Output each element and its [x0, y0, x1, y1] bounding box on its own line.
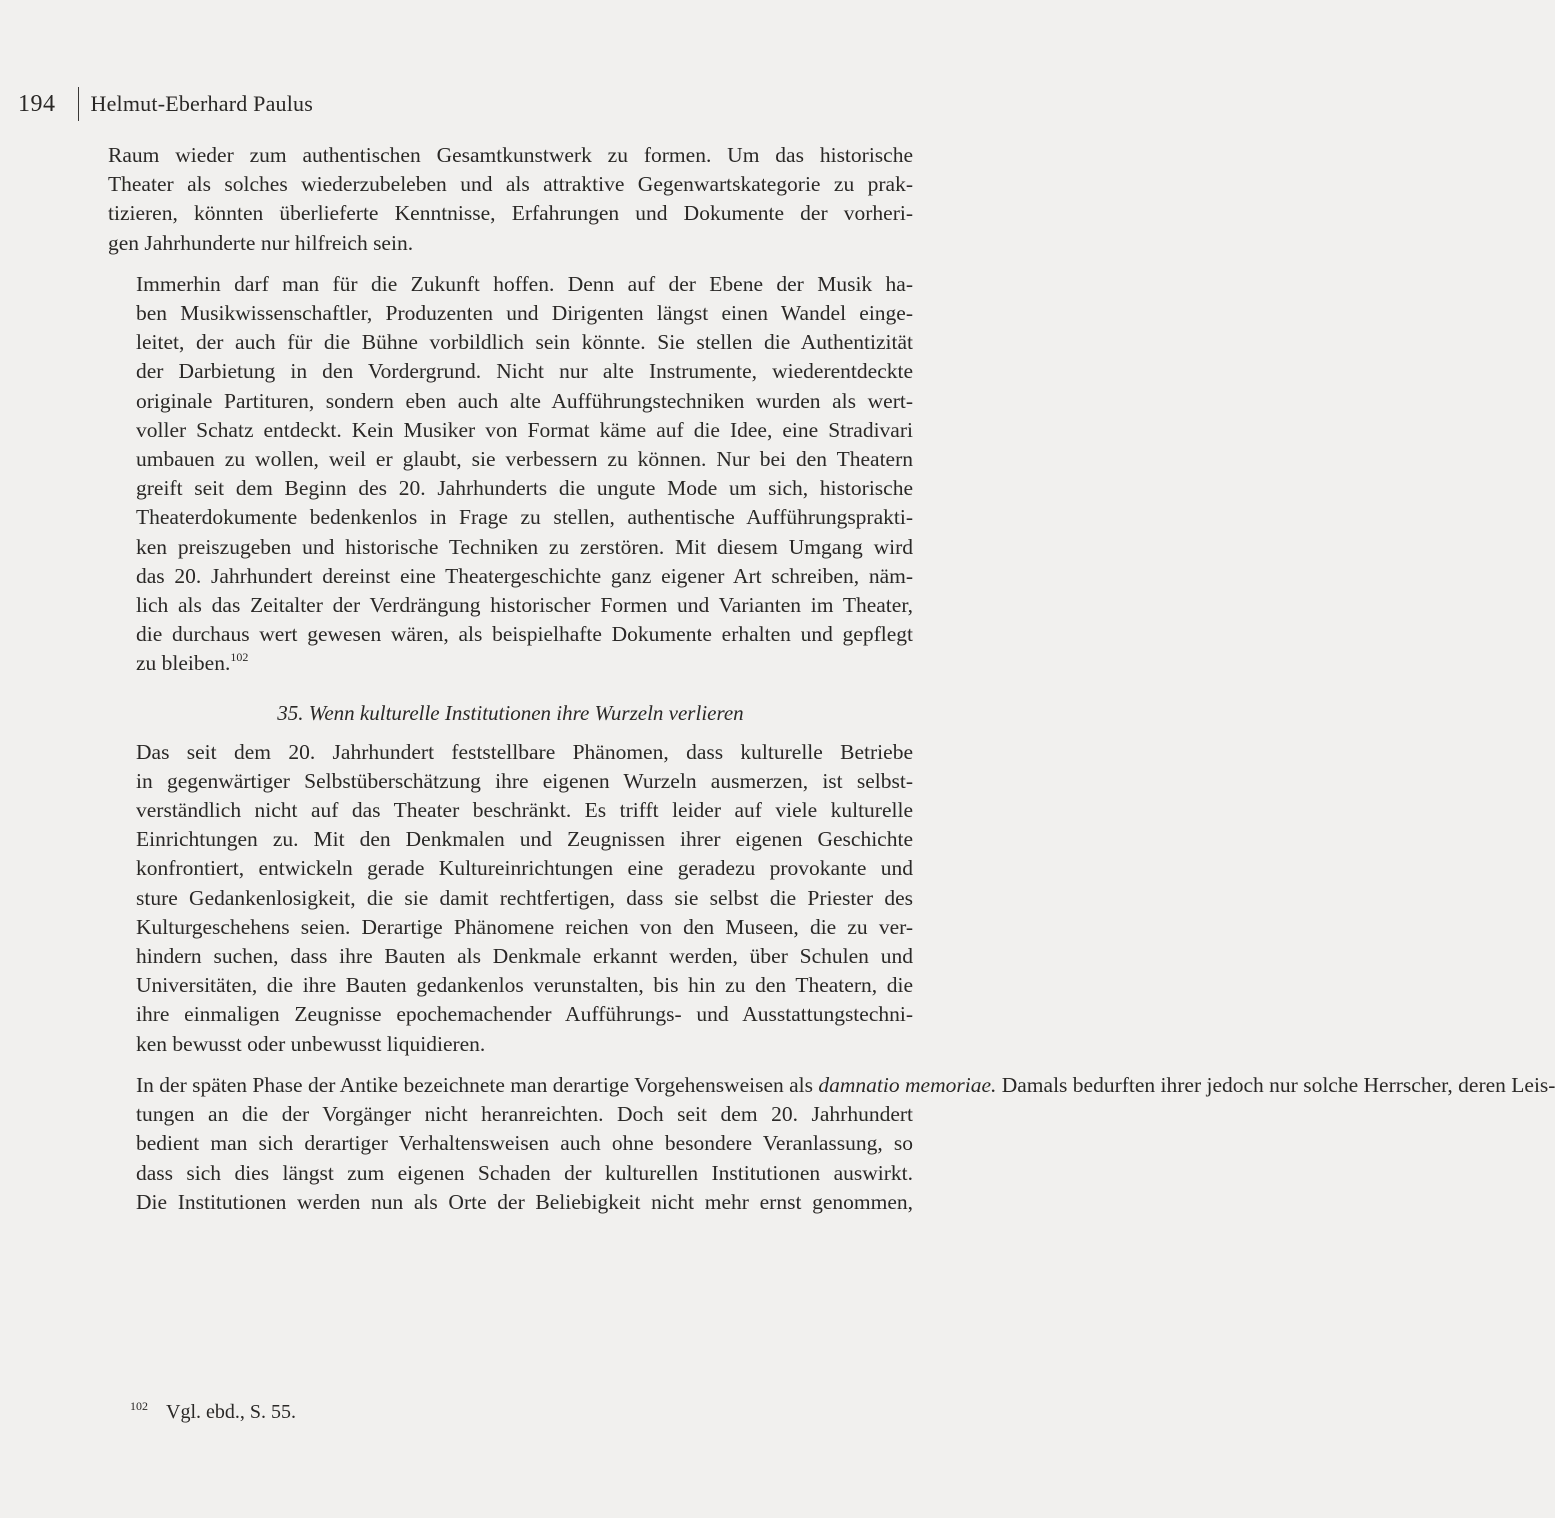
- text-line: originale Partituren, sondern eben auch alte Aufführungstechniken wurden als wert-: [136, 388, 913, 413]
- text-line-end: Damals bedurften ihrer jedoch nur solche Herrscher, deren Leis-: [996, 1072, 1555, 1097]
- text-line: tizieren, könnten überlieferte Kenntnisse, Erfahrungen und Dokumente der vorheri-: [108, 201, 913, 226]
- header-divider: [78, 87, 79, 121]
- text-line: Einrichtungen zu. Mit den Denkmalen und Zeugnissen ihrer eigenen Geschichte: [136, 827, 913, 852]
- text-line: Immerhin darf man für die Zukunft hoffen. Denn auf der Ebene der Musik ha-: [136, 271, 913, 296]
- text-line: Raum wieder zum authentischen Gesamtkunstwerk zu formen. Um das historische: [108, 143, 913, 167]
- footnote: [130, 1392, 296, 1426]
- text-line: Die Institutionen werden nun als Orte der Beliebigkeit nicht mehr ernst genommen,: [136, 1189, 913, 1214]
- text-line: [108, 649, 913, 678]
- text-line: ben Musikwissenschaftler, Produzenten und Dirigenten längst einen Wandel einge-: [136, 301, 913, 326]
- footnote-ref[interactable]: 102: [230, 650, 249, 665]
- text-line: verständlich nicht auf das Theater beschränkt. Es trifft leider auf viele kulturelle: [136, 798, 913, 823]
- text-line: voller Schatz entdeckt. Kein Musiker von Format käme auf die Idee, eine Stradivari: [136, 417, 913, 442]
- text-line: dass sich dies längst zum eigenen Schaden der kulturellen Institutionen auswirkt.: [136, 1160, 913, 1185]
- text-line: hindern suchen, dass ihre Bauten als Denkmale erkannt werden, über Schulen und: [136, 944, 913, 969]
- text-line: der Darbietung in den Vordergrund. Nicht nur alte Instrumente, wiederentdeckte: [136, 359, 913, 384]
- text-line: in gegenwärtiger Selbstüberschätzung ihre eigenen Wurzeln ausmerzen, ist selbst-: [136, 768, 913, 793]
- text-line: greift seit dem Beginn des 20. Jahrhunderts die ungute Mode um sich, historische: [136, 476, 913, 501]
- section-heading: 35. Wenn kulturelle Institutionen ihre Wurzeln verlieren: [277, 700, 744, 725]
- text-line: bedient man sich derartiger Verhaltensweisen auch ohne besondere Veranlassung, so: [136, 1131, 913, 1156]
- text-line-content: zu bleiben.: [136, 651, 231, 676]
- page-number: 194: [18, 91, 56, 117]
- text-line: die durchaus wert gewesen wären, als beispielhafte Dokumente erhalten und gepflegt: [136, 622, 913, 647]
- text-line: Das seit dem 20. Jahrhundert feststellbare Phänomen, dass kulturelle Betriebe: [136, 739, 913, 764]
- paragraph-3: [108, 738, 913, 1059]
- text-line: leitet, der auch für die Bühne vorbildlich sein könnte. Sie stellen die Authentizität: [136, 330, 913, 355]
- text-line: sture Gedankenlosigkeit, die sie damit rechtfertigen, dass sie selbst die Priester des: [136, 885, 913, 910]
- running-head: [18, 84, 313, 124]
- text-line: lich als das Zeitalter der Verdrängung historischer Formen und Varianten im Theater,: [136, 593, 913, 618]
- text-line: tungen an die der Vorgänger nicht heranreichten. Doch seit dem 20. Jahrhundert: [136, 1102, 913, 1127]
- paragraph-1: [108, 141, 913, 258]
- text-line: ken bewusst oder unbewusst liquidieren.: [136, 1031, 486, 1056]
- text-line: ihre einmaligen Zeugnisse epochemachender Aufführungs- und Ausstattungstechni-: [136, 1002, 913, 1027]
- text-line: das 20. Jahrhundert dereinst eine Theatergeschichte ganz eigener Art schreiben, näm-: [136, 563, 913, 588]
- text-line: [108, 1071, 1555, 1100]
- text-line: Kulturgeschehens seien. Derartige Phänomene reichen von den Museen, die zu ver-: [136, 914, 913, 939]
- text-line: gen Jahrhunderte nur hilfreich sein.: [108, 230, 414, 255]
- text-line-start: In der späten Phase der Antike bezeichnete man derartige Vorgehensweisen als: [136, 1072, 814, 1097]
- text-line: ken preiszugeben und historische Techniken zu zerstören. Mit diesem Umgang wird: [136, 534, 913, 559]
- body-text: [108, 141, 1555, 1217]
- text-line: konfrontiert, entwickeln gerade Kultureinrichtungen eine geradezu provokante und: [136, 856, 913, 881]
- footnote-number: 102: [130, 1399, 148, 1413]
- latin-term: damnatio memoriae.: [818, 1072, 997, 1097]
- text-line: Theater als solches wiederzubeleben und als attraktive Gegenwartskategorie zu prak-: [108, 172, 913, 197]
- paragraph-4: [108, 1071, 1555, 1217]
- paragraph-2: [108, 270, 913, 679]
- footnote-text: Vgl. ebd., S. 55.: [166, 1401, 296, 1423]
- text-line: umbauen zu wollen, weil er glaubt, sie verbessern zu können. Nur bei den Theatern: [136, 447, 913, 472]
- text-line: Theaterdokumente bedenkenlos in Frage zu stellen, authentische Aufführungsprakti-: [136, 505, 913, 530]
- running-head-author: Helmut-Eberhard Paulus: [90, 91, 314, 116]
- text-line: Universitäten, die ihre Bauten gedankenlos verunstalten, bis hin zu den Theatern, die: [136, 973, 913, 998]
